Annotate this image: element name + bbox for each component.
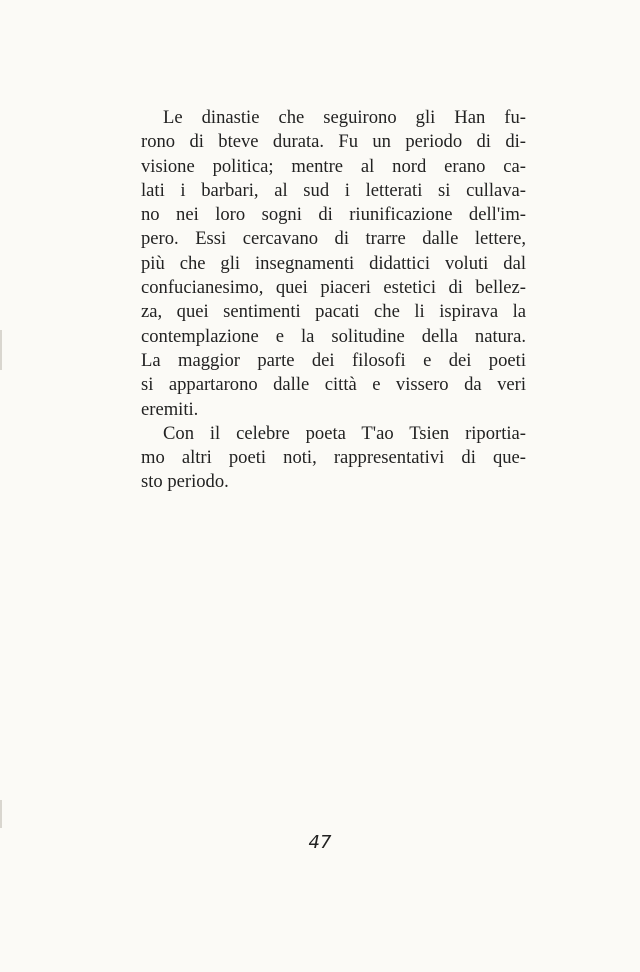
text-line: La maggior parte dei filosofi e dei poeti bbox=[141, 349, 526, 371]
margin-mark bbox=[0, 330, 2, 370]
text-line: lati i barbari, al sud i letterati si cullava- bbox=[141, 179, 526, 201]
text-line: eremiti. bbox=[141, 398, 199, 420]
page-number: 47 bbox=[308, 832, 332, 853]
margin-mark bbox=[0, 800, 2, 828]
text-line: rono di bteve durata. Fu un periodo di di- bbox=[141, 131, 526, 153]
text-line: za, quei sentimenti pacati che li ispirava la bbox=[141, 301, 526, 323]
text-line: no nei loro sogni di riunificazione dell'im- bbox=[141, 204, 526, 226]
text-line: si appartarono dalle città e vissero da veri bbox=[141, 374, 526, 396]
paragraph-2 bbox=[141, 422, 526, 495]
text-line: Le dinastie che seguirono gli Han fu- bbox=[163, 107, 526, 128]
text-line: mo altri poeti noti, rappresentativi di que- bbox=[141, 447, 526, 469]
body-text bbox=[141, 106, 526, 495]
text-line: Con il celebre poeta T'ao Tsien riportia- bbox=[163, 422, 526, 444]
text-line: pero. Essi cercavano di trarre dalle lettere, bbox=[141, 228, 526, 250]
paragraph-1 bbox=[141, 106, 526, 422]
text-line: sto periodo. bbox=[141, 471, 229, 493]
text-line: più che gli insegnamenti didattici voluti dal bbox=[141, 252, 526, 274]
text-line: contemplazione e la solitudine della natura. bbox=[141, 325, 526, 347]
text-line: visione politica; mentre al nord erano ca- bbox=[141, 155, 526, 177]
text-line: confucianesimo, quei piaceri estetici di bellez- bbox=[141, 277, 526, 299]
